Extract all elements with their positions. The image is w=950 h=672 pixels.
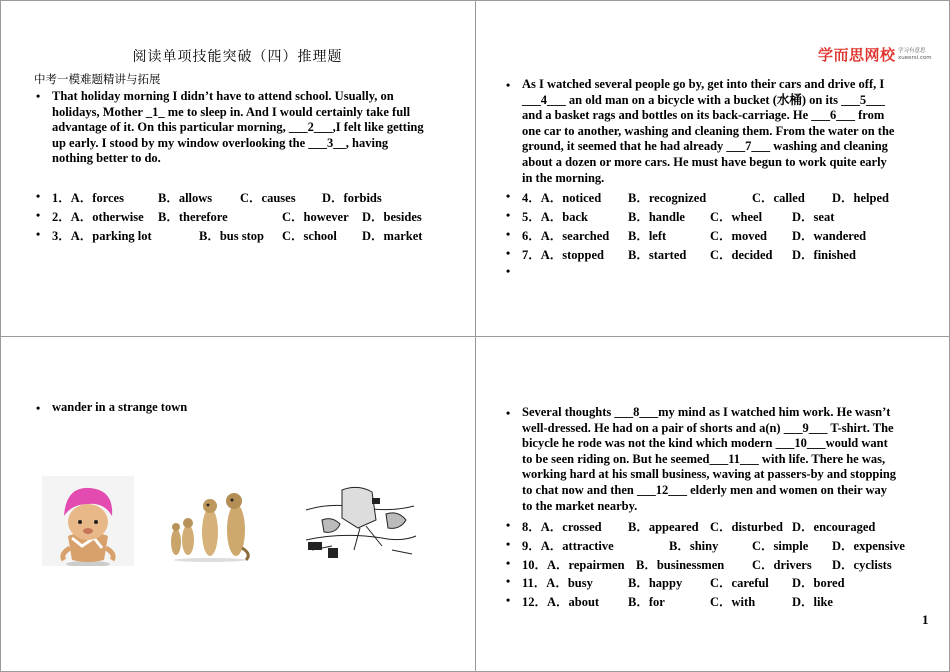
option-a: 2．A．otherwise bbox=[52, 210, 144, 224]
option-b: B．bus stop bbox=[199, 229, 264, 243]
bullet: • bbox=[506, 556, 511, 570]
bullet: • bbox=[36, 227, 41, 241]
bullet: • bbox=[506, 593, 511, 607]
option-b: B．businessmen bbox=[636, 558, 725, 572]
bullet: • bbox=[506, 189, 511, 203]
option-a: 8．A．crossed bbox=[522, 520, 602, 534]
option-d: D．seat bbox=[792, 210, 835, 224]
passage-line: Several thoughts ___8___my mind as I watched him work. He wasn’t bbox=[522, 405, 891, 419]
bullet: • bbox=[506, 78, 511, 92]
passage-line: That holiday morning I didn’t have to attend school. Usually, on bbox=[52, 89, 394, 103]
bullet: • bbox=[506, 574, 511, 588]
option-a: 12．A．about bbox=[522, 595, 600, 609]
bullet: • bbox=[506, 246, 511, 260]
option-a: 11．A．busy bbox=[522, 576, 593, 590]
bullet: • bbox=[506, 537, 511, 551]
option-d: D．expensive bbox=[832, 539, 905, 553]
option-c: C．drivers bbox=[752, 558, 812, 572]
passage-line: ground, it seemed that he had already ___7___ washing and cleaning bbox=[522, 139, 888, 154]
option-a: 4．A．noticed bbox=[522, 191, 602, 205]
passage-line: to the market nearby. bbox=[522, 498, 638, 513]
passage-line: to be seen riding on. But he seemed___11___ with life. There he was, bbox=[522, 451, 886, 466]
option-c: C．wheel bbox=[710, 210, 763, 224]
bullet: • bbox=[36, 189, 41, 203]
slide1-title: 阅读单项技能突破（四）推理题 bbox=[132, 49, 343, 65]
option-b: B．shiny bbox=[669, 539, 719, 553]
option-c: C．causes bbox=[240, 191, 296, 205]
slide3-text: wander in a strange town bbox=[52, 400, 188, 414]
option-b: B．appeared bbox=[628, 520, 699, 534]
slide1-passage bbox=[52, 89, 452, 167]
option-b: B．for bbox=[628, 595, 665, 609]
bullet: • bbox=[506, 227, 511, 241]
passage-line: working hard at his small business, waving at passers-by and stopping bbox=[522, 467, 897, 482]
horizontal-divider bbox=[0, 336, 950, 337]
option-a: 5．A．back bbox=[522, 210, 588, 224]
option-c: C．disturbed bbox=[710, 520, 783, 534]
passage-line: holidays, Mother _1_ me to sleep in. And I would certainly take full bbox=[52, 104, 411, 119]
logo-main: 学而思网校 bbox=[818, 46, 896, 64]
option-d: D．cyclists bbox=[832, 558, 892, 572]
option-b: B．handle bbox=[628, 210, 685, 224]
option-d: D．encouraged bbox=[792, 520, 876, 534]
option-a: 6．A．searched bbox=[522, 229, 610, 243]
passage-line: well-dressed. He had on a pair of shorts and a(n) ___9___ T-shirt. The bbox=[522, 420, 894, 435]
option-c: C．careful bbox=[710, 576, 769, 590]
passage-line: nothing better to do. bbox=[52, 151, 161, 166]
passage-line: to chat now and then ___12___ elderly men and women on their way bbox=[522, 482, 888, 497]
bullet: • bbox=[36, 89, 41, 103]
option-a: 3．A．parking lot bbox=[52, 229, 152, 243]
option-d: D．besides bbox=[362, 210, 422, 224]
option-c: C．with bbox=[710, 595, 756, 609]
passage-line: and a basket rags and bottles on its back-carriage. He ___6___ from bbox=[522, 108, 885, 123]
option-d: D．bored bbox=[792, 576, 845, 590]
option-d: D．forbids bbox=[322, 191, 382, 205]
option-a: 10．A．repairmen bbox=[522, 558, 625, 572]
slide1-subtitle: 中考一模难题精讲与拓展 bbox=[34, 72, 161, 86]
meerkat-family-image bbox=[166, 488, 252, 562]
option-b: B．therefore bbox=[158, 210, 228, 224]
option-a: 1．A．forces bbox=[52, 191, 124, 205]
passage-line: up early. I stood by my window overlooking the ___3__, having bbox=[52, 135, 389, 150]
page-number: 1 bbox=[922, 612, 929, 627]
option-c: C．school bbox=[282, 229, 337, 243]
option-d: D．wandered bbox=[792, 229, 867, 243]
option-a: 7．A．stopped bbox=[522, 248, 604, 262]
option-c: C．moved bbox=[710, 229, 767, 243]
passage-line: in the morning. bbox=[522, 170, 605, 185]
option-b: B．started bbox=[628, 248, 687, 262]
bullet: • bbox=[506, 208, 511, 222]
logo-domain: xueersi.com bbox=[898, 55, 932, 61]
logo-slogan: 学习有意思 bbox=[898, 48, 926, 54]
passage-line: advantage of it. On this particular morning, ___2___,I felt like getting bbox=[52, 120, 424, 135]
option-d: D．market bbox=[362, 229, 423, 243]
passage-line: one car to another, washing and cleaning them. From the water on the bbox=[522, 123, 895, 138]
bullet: • bbox=[506, 264, 511, 278]
passage-line: As I watched several people go by, get into their cars and drive off, I bbox=[522, 77, 885, 91]
passage-line: bicycle he rode was not the kind which modern ___10___would want bbox=[522, 436, 888, 451]
option-b: B．recognized bbox=[628, 191, 707, 205]
option-b: B．left bbox=[628, 229, 667, 243]
option-d: D．helped bbox=[832, 191, 889, 205]
option-a: 9．A．attractive bbox=[522, 539, 614, 553]
option-d: D．like bbox=[792, 595, 833, 609]
option-c: C．simple bbox=[752, 539, 809, 553]
sketch-illustration-image bbox=[302, 480, 418, 564]
bullet: • bbox=[36, 401, 41, 415]
passage-line: ___4___ an old man on a bicycle with a bucket (水桶) on its ___5___ bbox=[522, 92, 885, 107]
option-c: C．decided bbox=[710, 248, 773, 262]
bullet: • bbox=[506, 406, 511, 420]
bullet: • bbox=[36, 208, 41, 222]
cartoon-character-image bbox=[42, 476, 134, 566]
option-b: B．allows bbox=[158, 191, 213, 205]
xueersi-logo bbox=[818, 44, 933, 66]
option-d: D．finished bbox=[792, 248, 856, 262]
bullet: • bbox=[506, 518, 511, 532]
passage-line: about a dozen or more cars. He must have begun to work quite early bbox=[522, 154, 887, 169]
option-b: B．happy bbox=[628, 576, 683, 590]
option-c: C．however bbox=[282, 210, 349, 224]
slide2-passage bbox=[522, 77, 922, 186]
slide4-passage bbox=[522, 405, 922, 514]
option-c: C．called bbox=[752, 191, 805, 205]
